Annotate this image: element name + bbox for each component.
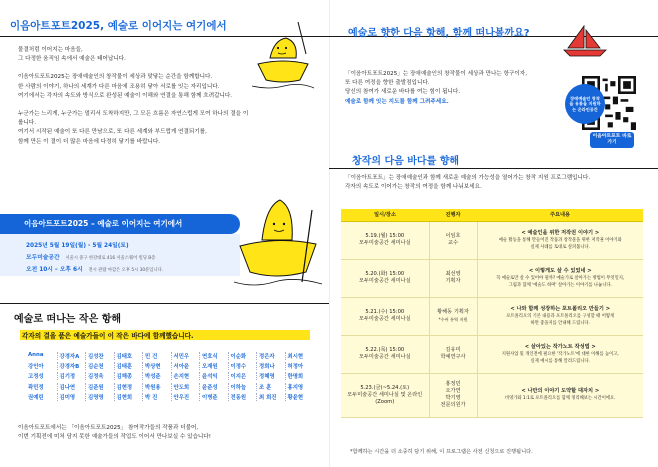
row-where: 모두미술공간 세미나실 및 온라인(Zoom)	[347, 391, 423, 405]
artist-name: 안도희	[171, 383, 200, 391]
row-detail: 예술 활동을 통해 만들어진 작품과 창작물을 위한 저작권 이야기와	[498, 237, 622, 243]
desc-line: 각자의 속도로 이어가는 창작의 여정을 함께 나눠보세요.	[345, 184, 482, 191]
artist-name: 허정아	[285, 362, 314, 370]
event-hours-row	[26, 264, 163, 273]
event-hours-sub: 전시 관람 마감은 오후 5시 30분입니다.	[88, 268, 164, 273]
artist-name: 강경자A	[57, 352, 86, 360]
program-schedule-table	[341, 209, 643, 418]
artist-name: 이하늘	[228, 383, 257, 391]
event-place: 모두미술공간	[26, 255, 60, 261]
row-host: 기획자	[445, 278, 461, 284]
artist-name: 한명희	[285, 372, 314, 380]
qr-caption-text: 이음아트포트 바로가기	[592, 134, 632, 145]
col-header: 주요내용	[477, 209, 643, 221]
table-header-row	[341, 209, 643, 221]
row-when: 5.21.(수) 15:00	[365, 309, 405, 315]
qr-caption	[590, 132, 634, 148]
boat-doodle-illustration	[248, 14, 318, 100]
intro-line: 여기서 시작된 예술이 또 다른 만남으로, 또 다른 세계와 부드럽게 연결되기를,	[18, 129, 207, 136]
artist-name: 서민우	[171, 352, 200, 360]
artist-name: 김미영	[57, 393, 86, 401]
row-host: 황해동 기획자	[437, 309, 469, 315]
table-row	[341, 335, 643, 373]
row-topic: < 살아있는 작가노트 작성법 >	[524, 343, 596, 350]
artist-name: 김나연	[57, 383, 86, 391]
artist-name: 민 건	[142, 352, 171, 360]
artist-name: 손지현	[171, 372, 200, 380]
artist-name: 김준원	[85, 383, 114, 391]
right-intro-line: 또 다른 여정을 향한 출발점입니다.	[345, 80, 430, 87]
artist-name: 김해종	[114, 372, 143, 380]
row-host: 박기영	[445, 395, 461, 401]
event-title: 이음아트포트2025 – 예술로 이어지는 여기에서	[24, 219, 183, 228]
row-detail: 그림과 함께 '예술도 하며' 살아가는 이야기를 나눕니다.	[508, 282, 612, 288]
artist-name: 안우진	[171, 393, 200, 401]
artist-name: 김성찬	[85, 352, 114, 360]
right-intro-line: 예술로 함께 잇는 지도를 함께 그려주세요.	[345, 98, 449, 105]
row-topic: < 이렇게도 살 수 있었네 >	[528, 267, 592, 274]
artist-list	[28, 352, 313, 401]
right-intro-line: 당신의 참여가 새로운 바다를 여는 힘이 됩니다.	[345, 89, 461, 96]
artist-name: 이지은	[228, 372, 257, 380]
intro-line: 물결처럼 이어지는 마음들,	[18, 47, 83, 53]
row-detail: 포트폴리오의 기본 내용과 포트폴리오를 구성할 때 어떻게	[506, 313, 615, 319]
row-detail: 비영가와 1:1로 포트폴리오를 함께 정리해보는 시간이에요.	[504, 396, 616, 401]
artist-name: Anna	[28, 352, 44, 358]
artist-name: 이정수	[228, 362, 257, 370]
artist-name: 김현희	[114, 393, 143, 401]
artist-name: 박원용	[142, 383, 171, 391]
online-badge	[565, 84, 605, 124]
right-header-title: 예술로 향한 다음 항해, 함께 떠나볼까요?	[348, 28, 530, 39]
artist-name: 이병준	[199, 393, 228, 401]
row-detail: 실제 예시를 통해 알려드립니다.	[530, 358, 590, 364]
artist-name: 김순천	[85, 362, 114, 370]
row-when: 5.23.(금)~5.24.(토)	[360, 384, 410, 391]
artist-name: 윤석익	[199, 372, 228, 380]
artist-name: 박 진	[142, 393, 171, 401]
row-detail: 지원사업 및 개인전에 필요한 '작가노트'에 대한 이해를 높이고,	[501, 351, 619, 357]
artist-name: 조 훈	[256, 383, 285, 391]
row-topic: < 나와 함께 성장하는 포트폴리오 만들기 >	[510, 305, 611, 312]
row-host: 오가연	[445, 388, 461, 394]
closing-line: 이음아트포트에서는 「이음아트포트2025」 참여작가들의 작품과 더불어,	[18, 425, 199, 431]
intro-line: 이음아트포트2025는 장애예술인의 창작물이 세상과 맞닿는 순간을 함께합니다.	[18, 74, 213, 81]
artist-name: 김태훈	[114, 362, 143, 370]
row-topic: < 나만의 이야기 도약할 대자치 >	[521, 388, 600, 394]
artist-name: 서아윤	[171, 362, 200, 370]
row-when: 5.19.(월) 15:00	[365, 233, 405, 239]
artist-name: 김현정	[114, 383, 143, 391]
row-where: 모두미술공간 세미나실	[358, 278, 411, 284]
row-when: 5.20.(화) 15:00	[365, 271, 405, 277]
section2-subtitle: 각자의 결을 품은 예술가들이 이 작은 바다에 함께했습니다.	[22, 332, 194, 340]
row-host: 김유미	[445, 347, 461, 353]
artist-name: 강경자B	[57, 362, 86, 370]
artist-name: 정희나	[256, 362, 285, 370]
table-row	[341, 373, 643, 417]
row-host: 최선영	[445, 271, 461, 277]
closing-text	[18, 424, 318, 442]
row-host: 홍정민	[445, 381, 461, 387]
online-badge-text: 장애예술인 창작을 유통을 지원하는 온라인공간	[569, 95, 601, 112]
artist-name: 오재원	[199, 362, 228, 370]
artist-name: 고정성	[28, 374, 44, 381]
intro-line: 함께 만든 이 결이 더 많은 마음에 다정히 닿기를 바랍니다.	[18, 138, 161, 145]
row-host: 전문의원가	[440, 402, 466, 408]
section2-title: 예술로 떠나는 작은 항해	[14, 314, 122, 325]
artist-name: 강인아	[28, 364, 44, 371]
footnote: *함께하는 시간을 더 소중히 담기 위해, 이 프로그램은 사전 신청으로 진행됩니다.	[350, 449, 533, 455]
artist-name: 윤준성	[199, 383, 228, 391]
right-section-title: 창작의 다음 바다를 향해	[352, 156, 460, 167]
artist-name: 정은자	[256, 352, 285, 360]
row-where: 모두미술공간 세미나실	[358, 354, 411, 360]
right-section-desc	[345, 174, 645, 192]
row-when: 5.22.(목) 15:00	[365, 347, 405, 353]
row-detail: 하면 좋을지를 안내해 드립니다.	[530, 320, 590, 326]
intro-line: 여기에서는 각자의 속도와 방식으로 완성된 예술이 이해와 연결을 통해 함께 흐려갑니다.	[18, 92, 233, 99]
table-row	[341, 221, 643, 259]
col-header: 진행자	[429, 209, 477, 221]
right-intro-line: 「이음아트포트2025」는 장애예술인의 창작물이 세상과 만나는 항구이자,	[345, 71, 527, 77]
artist-name: 이순화	[228, 352, 257, 360]
row-host: *수어 통역 지원	[438, 317, 468, 322]
artist-name: 김영영	[85, 393, 114, 401]
artist-name: 연호식	[199, 352, 228, 360]
row-detail: 꼭 예술로만 살 수 있어야 될까? 예술가로 살아가는 방법이 무엇일지,	[496, 275, 625, 281]
artist-name: 전동원	[228, 393, 257, 401]
row-host: 교수	[447, 240, 459, 246]
artist-name: 정혜영	[256, 372, 285, 380]
event-date: 2025년 5월 19일(월) - 5월 24일(토)	[26, 243, 129, 249]
row-where: 모두미술공간 세미나실	[358, 240, 411, 246]
artist-name: 권예린	[28, 394, 44, 401]
artist-name: 곽민정	[28, 384, 44, 391]
artist-name: 박상현	[142, 362, 171, 370]
closing-line: 이번 기획전에 미처 담지 못한 예술가들의 작업도 이어서 만나보실 수 있습니다!	[18, 434, 211, 441]
red-boat-icon	[560, 24, 610, 58]
row-topic: < 예술인을 위한 저작권 이야기 >	[521, 229, 600, 236]
intro-line: 누군가는 느리게, 누군가는 멀리서 도착하지만, 그 모든 흐름은 자연스럽게 모여 하나의 결을 이룹니다.	[18, 111, 249, 127]
event-hours: 오전 10시 – 오후 6시	[26, 267, 83, 273]
row-where: 모두미술공간 세미나실	[358, 316, 411, 322]
artist-name: 박성준	[142, 372, 171, 380]
event-place-sub: 서울시 중구 한강대로 416 서울스퀘어 빌딩 B층	[65, 256, 156, 261]
col-header: 일시/장소	[341, 209, 429, 221]
artist-name: 최시현	[285, 352, 314, 360]
table-row	[341, 297, 643, 335]
row-host: 학예연구사	[440, 354, 466, 360]
left-intro	[18, 46, 250, 147]
left-header-title: 이음아트포트2025, 예술로 이어지는 여기에서	[10, 20, 227, 32]
table-row	[341, 259, 643, 297]
artist-name: 김기정	[57, 372, 86, 380]
desc-line: 「이음아트포트」는 장애예술인과 함께 새로운 예술의 가능성을 열어가는 창작 지원 프로그램입니다.	[345, 175, 591, 181]
event-place-row	[26, 252, 155, 261]
artist-name: 김태호	[114, 352, 143, 360]
row-detail: 실제 사례를 토대로 살펴봅니다.	[530, 244, 590, 250]
artist-name: 최 희진	[256, 393, 285, 401]
sailing-boat-illustration	[232, 190, 324, 290]
artist-name: 홍지영	[285, 383, 314, 391]
artist-name: 황윤현	[285, 393, 314, 401]
artist-name: 김정욱	[85, 372, 114, 380]
intro-line: 한 사람의 이야기, 하나의 세계가 다른 마음에 조용히 닿아 서로를 잇는 자리입니다.	[18, 83, 220, 90]
row-host: 이임호	[445, 233, 461, 239]
intro-line: 그 다정한 움직임 속에서 예술은 태어납니다.	[18, 56, 126, 63]
right-intro	[345, 70, 563, 107]
